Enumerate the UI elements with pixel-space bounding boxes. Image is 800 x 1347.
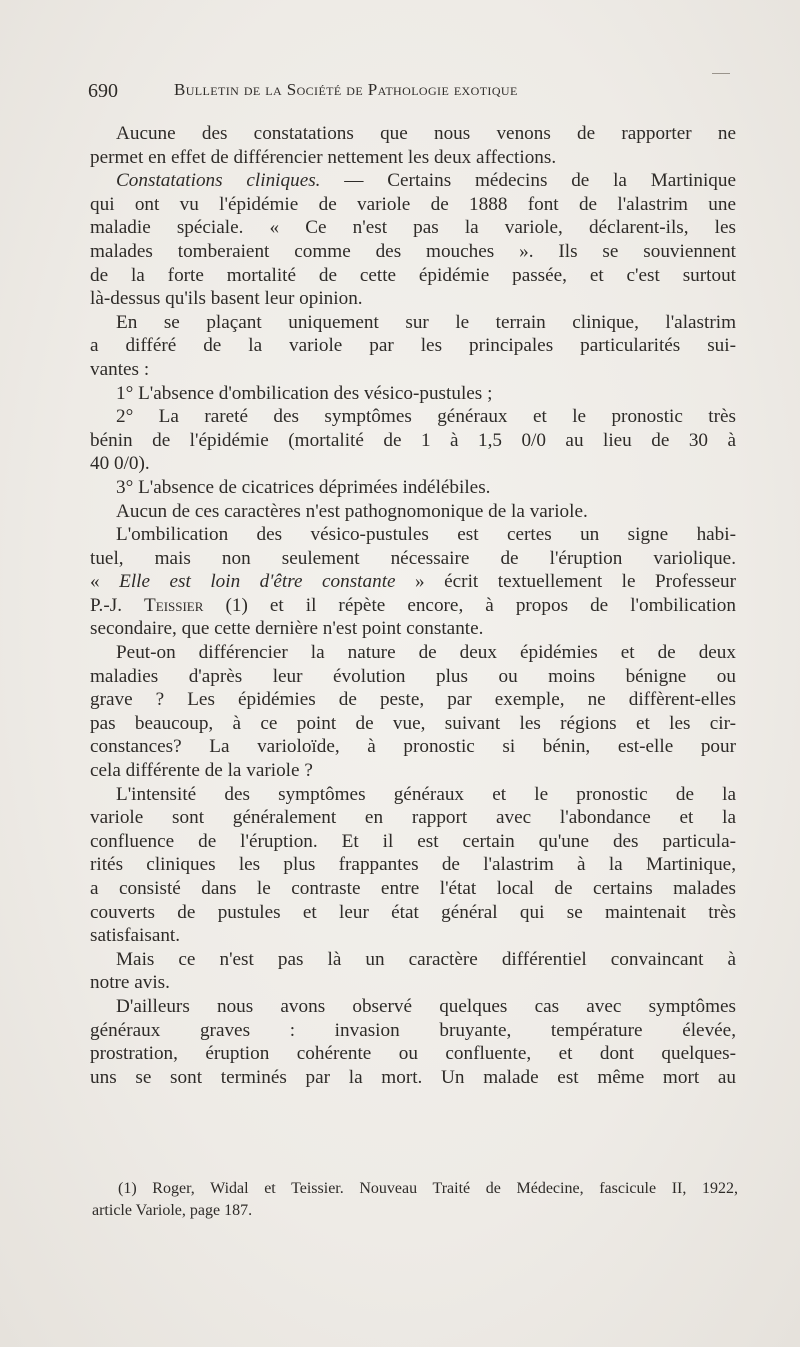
running-title: Bulletin de la Société de Pathologie exotique [174,80,518,99]
text-line: maladie spéciale. « Ce n'est pas la variole, déclarent-ils, les [90,217,736,239]
text-line: 1° L'absence d'ombilication des vésico-pustules ; [116,382,493,404]
text-line: tuel, mais non seulement nécessaire de l'éruption variolique. [90,547,736,569]
text-line: a consisté dans le contraste entre l'état local de certains malades [90,878,736,899]
text-line: Aucun de ces caractères n'est pathognomonique de la variole. [116,500,588,522]
text-line: grave ? Les épidémies de peste, par exemple, ne diffèrent-elles [90,689,736,711]
text-line: Constatations cliniques. — Certains médecins de la Martinique [116,170,736,192]
text-line: 2° La rareté des symptômes généraux et le pronostic très [116,406,736,428]
text-line: variole sont généralement en rapport avec l'abondance et la [90,807,736,829]
text-line: vantes : [90,358,150,380]
text-line: Peut-on différencier la nature de deux épidémies et de deux [116,642,736,664]
footnote [92,1178,738,1222]
text-line: malades tomberaient comme des mouches ». Ils se souviennent [90,240,736,262]
text-line: L'ombilication des vésico-pustules est certes un signe habi- [116,524,736,546]
text-line: maladies d'après leur évolution plus ou moins bénigne ou [90,665,736,687]
text-line: prostration, éruption cohérente ou confluente, et dont quelques- [90,1043,736,1065]
text-line: 40 0/0). [90,453,150,475]
text-line: a différé de la variole par les principales particularités sui- [90,335,736,357]
text-line: Mais ce n'est pas là un caractère différentiel convaincant à [116,948,736,970]
page-number: 690 [88,80,118,102]
text-line: 3° L'absence de cicatrices déprimées indélébiles. [116,476,491,498]
text-line: rités cliniques les plus frappantes de l'alastrim à la Martinique, [90,854,736,876]
text-line: « Elle est loin d'être constante » écrit textuellement le Professeur [90,571,737,593]
text-line: pas beaucoup, à ce point de vue, suivant les régions et les cir- [90,712,736,734]
text-line: constances? La varioloïde, à pronostic si bénin, est-elle pour [90,736,736,758]
corner-mark [712,73,730,74]
text-line: notre avis. [90,972,170,994]
text-line: secondaire, que cette dernière n'est point constante. [90,618,484,640]
text-line: généraux graves : invasion bruyante, température élevée, [90,1019,736,1041]
page-header [88,80,648,106]
text-line: permet en effet de différencier nettement les deux affections. [90,146,557,168]
text-line: satisfaisant. [90,925,181,947]
text-line: En se plaçant uniquement sur le terrain clinique, l'alastrim [116,311,736,333]
body-text [90,122,736,1089]
text-line: qui ont vu l'épidémie de variole de 1888 font de l'alastrim une [90,193,736,215]
text-line: cela différente de la variole ? [90,760,313,782]
text-line: L'intensité des symptômes généraux et le pronostic de la [116,783,736,805]
text-line: là-dessus qu'ils basent leur opinion. [90,288,363,310]
text-line: bénin de l'épidémie (mortalité de 1 à 1,5 0/0 au lieu de 30 à [90,429,736,451]
text-line: P.-J. Teissier (1) et il répète encore, à propos de l'ombilication [90,594,736,616]
text-line: confluence de l'éruption. Et il est certain qu'une des particula- [90,830,736,852]
text-line: uns se sont terminés par la mort. Un malade est même mort au [90,1066,736,1088]
footnote-line: article Variole, page 187. [92,1202,253,1219]
text-line: D'ailleurs nous avons observé quelques cas avec symptômes [116,995,736,1017]
text-line: couverts de pustules et leur état général qui se maintenait très [90,901,736,923]
text-line: Aucune des constatations que nous venons de rapporter ne [116,123,736,144]
footnote-line: (1) Roger, Widal et Teissier. Nouveau Traité de Médecine, fascicule II, 1922, [118,1180,738,1197]
text-line: de la forte mortalité de cette épidémie passée, et c'est surtout [90,264,736,286]
